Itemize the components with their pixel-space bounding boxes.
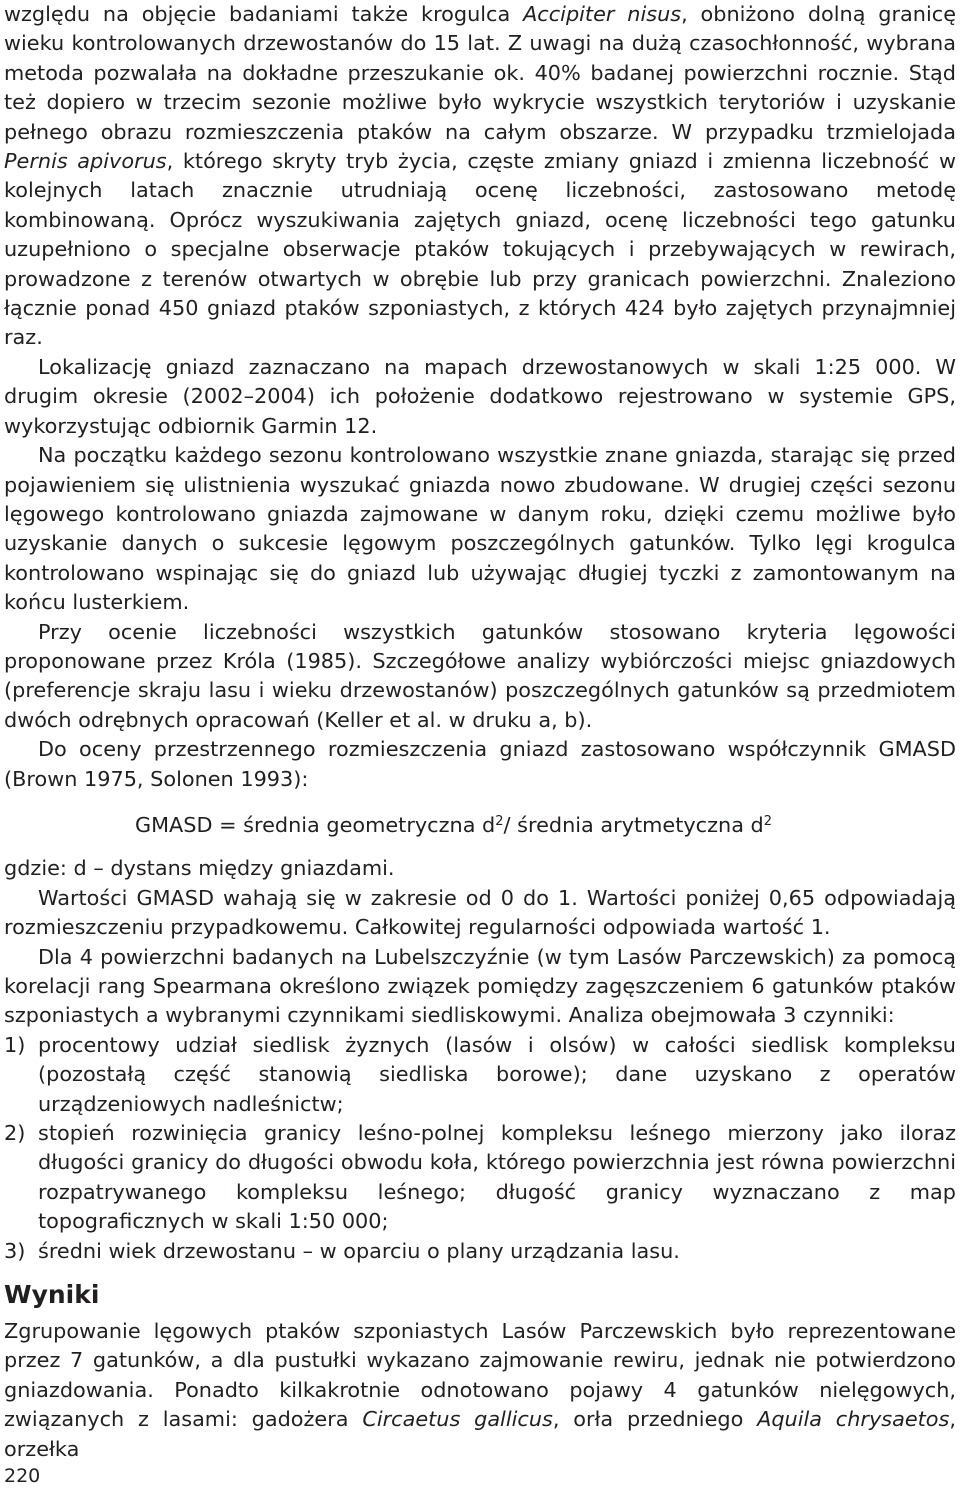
body-text [4,0,956,1464]
paragraph-methods-1: względu na objęcie badaniami także krogulca Accipiter nisus, obniżono dolną granicę wieku kontrolowanych drzewostanów do 15 lat. Z uwagi na dużą czasochłonność, wybrana metoda pozwalała na dokładne przeszukanie ok. 40% badanej powierzchni rocznie. Stąd też dopiero w trzecim sezonie możliwe było wykrycie wszystkich terytoriów i uzyskanie pełnego obrazu rozmieszczenia ptaków na całym obszarze. W przypadku trzmielojada Pernis apivorus, którego skryty tryb życia, częste zmiany gniazd i zmienna liczebność w kolejnych latach znacznie utrudniają ocenę liczebności, zastosowano metodę kombinowaną. Oprócz wyszukiwania zajętych gniazd, ocenę liczebności tego gatunku uzupełniono o specjalne obserwacje ptaków tokujących i przebywających w rewirach, prowadzone z terenów otwartych w obrębie lub przy granicach powierzchni. Znaleziono łącznie ponad 450 gniazd ptaków szponiastych, z których 424 było zajętych przynajmniej raz. [4,2,956,350]
paragraph-gmasd-values: Wartości GMASD wahają się w zakresie od 0 do 1. Wartości poniżej 0,65 odpowiadają rozmieszczeniu przypadkowemu. Całkowitej regularności odpowiada wartość 1. [4,885,956,940]
formula-explanation: gdzie: d – dystans między gniazdami. [4,856,395,881]
list-item: 3) średni wiek drzewostanu – w oparciu o plany urządzania lasu. [4,1238,680,1263]
gmasd-formula: GMASD = średnia geometryczna $d^2/$ średnia arytmetyczna $d^2$ [135,812,773,837]
paragraph-methods-4: Przy ocenie liczebności wszystkich gatunków stosowano kryteria lęgowości proponowane przez Króla (1985). Szczegółowe analizy wybiórczości miejsc gniazdowych (preferencje skraju lasu i wieku drzewostanów) poszczególnych gatunków są przedmiotem dwóch odrębnych opracowań (Keller et al. w druku a, b). [4,619,956,732]
section-heading-results: Wyniki [4,1280,100,1310]
page-number: 220 [4,1465,41,1487]
paragraph-analysis: Dla 4 powierzchni badanych na Lubelszczyźnie (w tym Lasów Parczewskich) za pomocą korelacji rang Spearmana określono związek pomiędzy zagęszczeniem 6 gatunków ptaków szponiastych a wybranymi czynnikami siedliskowymi. Analiza obejmowała 3 czynniki: [4,944,956,1028]
list-item: 1) procentowy udział siedlisk żyznych (lasów i olsów) w całości siedlisk kompleksu (pozostałą część stanowią siedliska borowe); dane uzyskano z operatów urządzeniowych nadleśnictw; [4,1032,956,1116]
factor-list [4,1031,956,1266]
paragraph-methods-5: Do oceny przestrzennego rozmieszczenia gniazd zastosowano współczynnik GMASD (Brown 1975, Solonen 1993): [4,737,956,791]
list-item: 2) stopień rozwinięcia granicy leśno-polnej kompleksu leśnego mierzony jako iloraz długości granicy do długości obwodu koła, którego powierzchnia jest równa powierzchni rozpatrywanego kompleksu leśnego; długość granicy wyznaczano z map topograficznych w skali 1:50 000; [4,1121,956,1234]
paragraph-results-1: Zgrupowanie lęgowych ptaków szponiastych Lasów Parczewskich było reprezentowane przez 7 gatunków, a dla pustułki wykazano zajmowanie rewiru, jednak nie potwierdzono gniazdowania. Ponadto kilkakrotnie odnotowano pojawy 4 gatunków nielęgowych, związanych z lasami: gadożera Circaetus gallicus, orła przedniego Aquila chrysaetos, orzełka [4,1319,956,1461]
paragraph-methods-3: Na początku każdego sezonu kontrolowano wszystkie znane gniazda, starając się przed pojawieniem się ulistnienia wyszukać gniazda nowo zbudowane. W drugiej części sezonu lęgowego kontrolowano gniazda zajmowane w danym roku, dzięki czemu możliwe było uzyskanie danych o sukcesie lęgowym poszczególnych gatunków. Tylko lęgi krogulca kontrolowano wspinając się do gniazd lub używając długiej tyczki z zamontowanym na końcu lusterkiem. [4,443,956,615]
paragraph-methods-2: Lokalizację gniazd zaznaczano na mapach drzewostanowych w skali 1:25 000. W drugim okresie (2002–2004) ich położenie dodatkowo rejestrowano w systemie GPS, wykorzystując odbiornik Garmin 12. [4,354,956,438]
